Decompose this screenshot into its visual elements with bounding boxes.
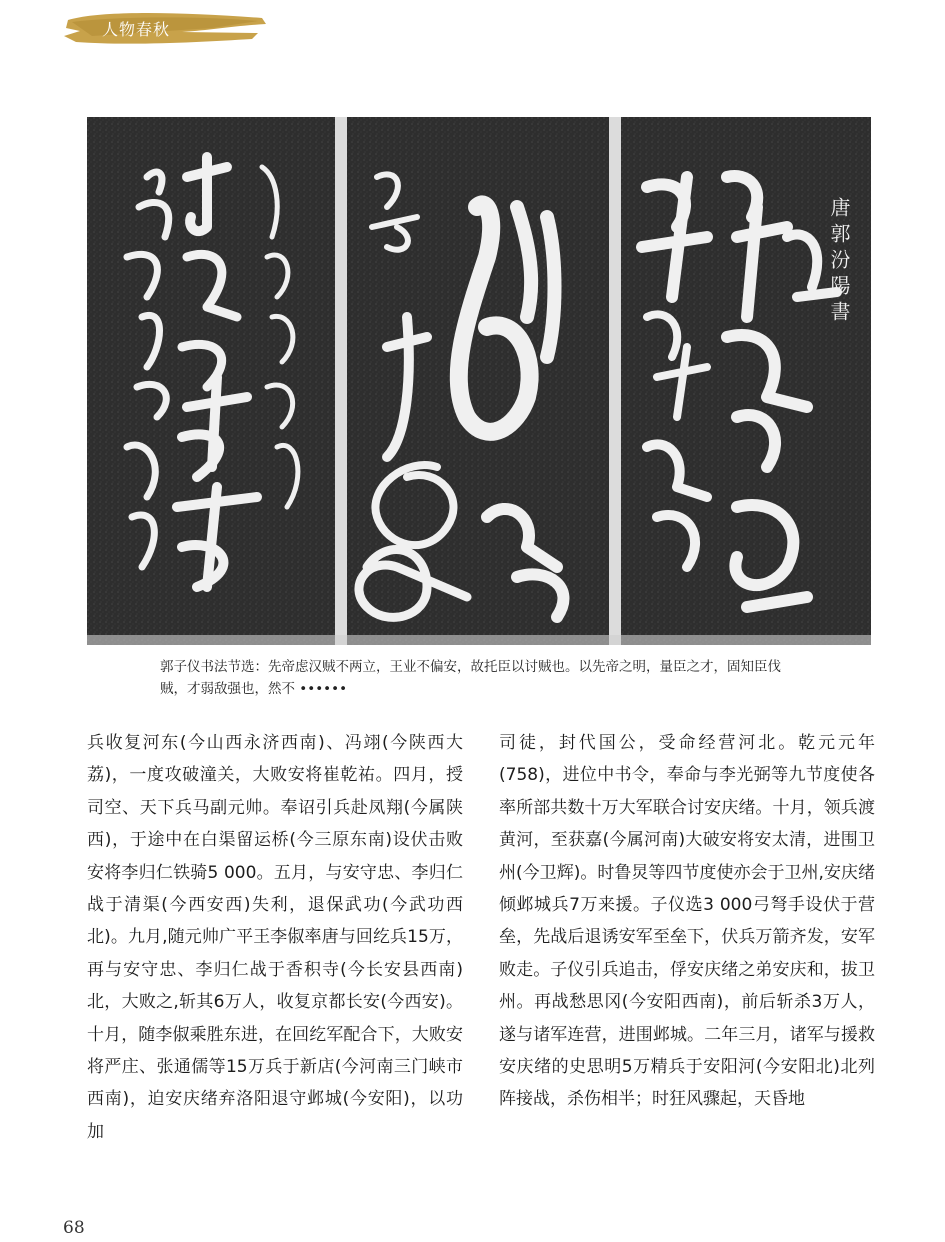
- section-tag-label: 人物春秋: [102, 20, 171, 39]
- body-text-left-column: 兵收复河东(今山西永济西南)、冯翊(今陕西大荔)，一度攻破潼关，大败安将崔乾祐。四月，授司空、天下兵马副元帅。奉诏引兵赴凤翔(今属陕西)，于途中在白渠留运桥(今三原东南)设伏击败安将李归仁铁骑5 000。五月，与安守忠、李归仁战于清渠(今西安西)失利，退保武功(今武功西北)。九月,随元帅广平王李俶率唐与回纥兵15万，再与安守忠、李归仁战于香积寺(今长安县西南)北，大败之,斩其6万人，收复京都长安(今西安)。十月，随李俶乘胜东进，在回纥军配合下，大败安将严庄、张通儒等15万兵于新店(今河南三门峡市西南)，迫安庆绪弃洛阳退守邺城(今安阳)，以功加: [87, 733, 463, 1142]
- calligraphy-rubbing-image: [87, 117, 871, 645]
- body-text-right-column: 司徒，封代国公，受命经营河北。乾元元年 (758)，进位中书令，奉命与李光弼等九节度使各率所部共数十万大军联合讨安庆绪。十月，领兵渡黄河，至获嘉(今属河南)大破安将安太清，进围卫州(今卫辉)。时鲁炅等四节度使亦会于卫州,安庆绪倾邺城兵7万来援。子仪选3 000弓弩手设伏于营垒，先战后退诱安军至垒下，伏兵万箭齐发，安军败走。子仪引兵追击，俘安庆绪之弟安庆和，拔卫州。再战愁思冈(今安阳西南)，前后斩杀3万人，遂与诸军连营，进围邺城。二年三月，诸军与援救安庆绪的史思明5万精兵于安阳河(今安阳北)北列阵接战，杀伤相半；时狂风骤起，天昏地: [499, 733, 875, 1110]
- inscription-text: 唐郭汾陽書: [827, 197, 851, 327]
- section-tag: [62, 6, 268, 48]
- page-number: 68: [63, 1218, 85, 1238]
- figure-caption: 郭子仪书法节选：先帝虑汉贼不两立，王业不偏安，故托臣以讨贼也。以先帝之明，量臣之才，固知臣伐贼，才弱敌强也，然不 ••••••: [160, 659, 781, 697]
- calligraphy-figure: [87, 117, 871, 645]
